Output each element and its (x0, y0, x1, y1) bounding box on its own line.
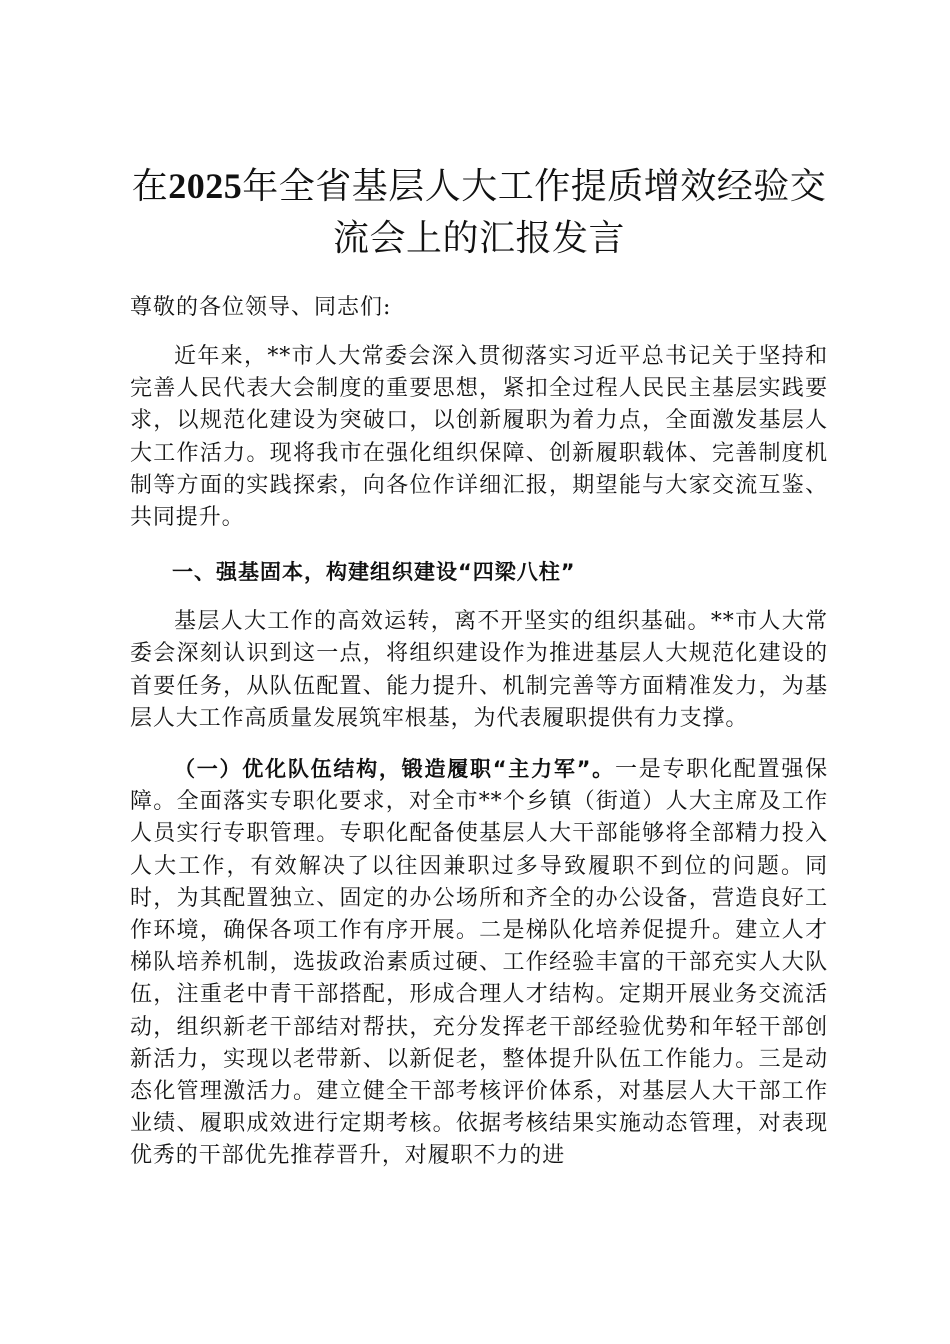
subsection-1-paragraph (130, 753, 828, 1173)
title-rest: 年全省基层人大工作提质增效经验交流会上的汇报发言 (242, 166, 827, 259)
document-title (118, 160, 840, 265)
section-1-heading: 一、强基固本，构建组织建设“四梁八柱” (172, 560, 576, 585)
subsection-1-lead: （一）优化队伍结构，锻造履职“主力军”。 (174, 757, 615, 782)
section-1-paragraph: 基层人大工作的高效运转，离不开坚实的组织基础。**市人大常委会深刻认识到这一点，将组织建设作为推进基层人大规范化建设的首要任务，从队伍配置、能力提升、机制完善等方面精准发力，为基层人大工作高质量发展筑牢根基，为代表履职提供有力支撑。 (130, 609, 828, 731)
title-prefix: 在 (131, 166, 169, 207)
title-year: 2025 (168, 166, 243, 206)
salutation: 尊敬的各位领导、同志们: (130, 295, 392, 320)
intro-paragraph: 近年来，**市人大常委会深入贯彻落实习近平总书记关于坚持和完善人民代表大会制度的重要思想，紧扣全过程人民民主基层实践要求，以规范化建设为突破口，以创新履职为着力点，全面激发基层人大工作活力。现将我市在强化组织保障、创新履职载体、完善制度机制等方面的实践探索，向各位作详细汇报，期望能与大家交流互鉴、共同提升。 (130, 344, 828, 531)
document-page (130, 160, 828, 1173)
subsection-1-body: 一是专职化配置强保障。全面落实专职化要求，对全市**个乡镇（街道）人大主席及工作人员实行专职管理。专职化配备使基层人大干部能够将全部精力投入人大工作，有效解决了以往因兼职过多导致履职不到位的问题。同时，为其配置独立、固定的办公场所和齐全的办公设备，营造良好工作环境，确保各项工作有序开展。二是梯队化培养促提升。建立人才梯队培养机制，选拔政治素质过硬、工作经验丰富的干部充实人大队伍，注重老中青干部搭配，形成合理人才结构。定期开展业务交流活动，组织新老干部结对帮扶，充分发挥老干部经验优势和年轻干部创新活力，实现以老带新、以新促老，整体提升队伍工作能力。三是动态化管理激活力。建立健全干部考核评价体系，对基层人大干部工作业绩、履职成效进行定期考核。依据考核结果实施动态管理，对表现优秀的干部优先推荐晋升，对履职不力的进 (130, 757, 828, 1169)
